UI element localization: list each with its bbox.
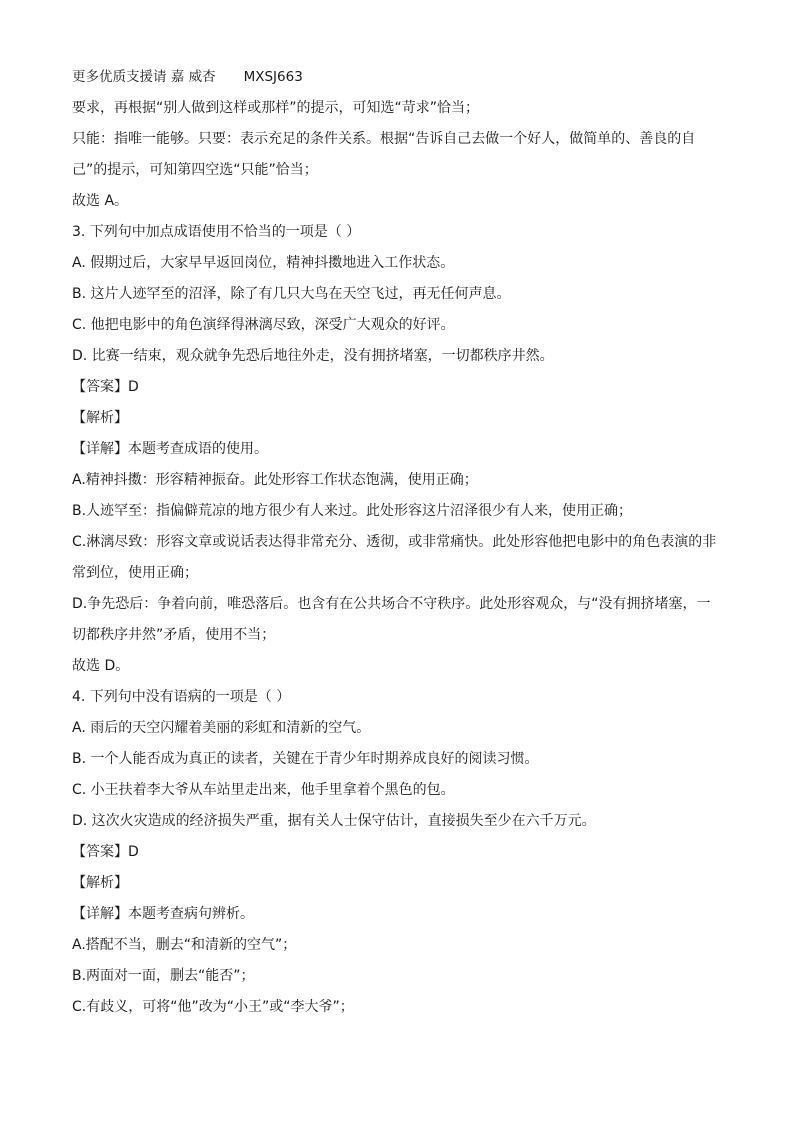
answer-label: 【答案】D [72,379,139,395]
detail-text: 【详解】本题考查成语的使用。 [72,441,268,457]
question-4-option-a: A. 雨后的天空闪耀着美丽的彩虹和清新的空气。 [72,720,371,736]
text-line: 切都秩序井然”矛盾，使用不当； [72,627,276,643]
text-line: 故选 D。 [72,658,130,674]
question-3-option-a: A. 假期过后，大家早早返回岗位，精神抖擞地进入工作状态。 [72,255,455,271]
document-page [72,62,732,1023]
question-3-option-b: B. 这片人迹罕至的沼泽，除了有几只大鸟在天空飞过，再无任何声息。 [72,286,511,302]
answer-label: 【答案】D [72,844,139,860]
question-4-option-c: C. 小王扶着李大爷从车站里走出来，他手里拿着个黑色的包。 [72,782,455,798]
text-line: 故选 A。 [72,193,129,209]
promo-text: 更多优质支援请 嘉 威杏 [72,69,216,85]
question-3-option-c: C. 他把电影中的角色演绎得淋漓尽致，深受广大观众的好评。 [72,317,455,333]
question-4-stem: 4. 下列句中没有语病的一项是（ ） [72,689,291,705]
text-line: B.两面对一面，删去“能否”； [72,968,255,984]
question-3-stem: 3. 下列句中加点成语使用不恰当的一项是（ ） [72,224,361,240]
text-line: A.精神抖擞：形容精神振奋。此处形容工作状态饱满，使用正确； [72,472,478,488]
text-line: 常到位，使用正确； [72,565,198,581]
header-line [72,62,732,93]
text-line: C.淋漓尽致：形容文章或说话表达得非常充分、透彻，或非常痛快。此处形容他把电影中的角色表演的非 [72,534,717,550]
analysis-label: 【解析】 [72,410,128,426]
question-4-option-b: B. 一个人能否成为真正的读者，关键在于青少年时期养成良好的阅读习惯。 [72,751,539,767]
promo-code: MXSJ663 [243,69,303,85]
text-line: C.有歧义，可将“他”改为“小王”或“李大爷”； [72,999,354,1015]
question-3-option-d: D. 比赛一结束，观众就争先恐后地往外走，没有拥挤堵塞，一切都秩序井然。 [72,348,554,364]
text-line: D.争先恐后：争着向前，唯恐落后。也含有在公共场合不守秩序。此处形容观众，与“没有拥挤堵塞，一 [72,596,711,612]
text-line: 要求，再根据“别人做到这样或那样”的提示，可知选“苛求”恰当； [72,100,480,116]
text-line: A.搭配不当，删去“和清新的空气”； [72,937,297,953]
analysis-label: 【解析】 [72,875,128,891]
text-line: 只能：指唯一能够。只要：表示充足的条件关系。根据“告诉自己去做一个好人，做简单的、善良的自 [72,131,696,147]
detail-text: 【详解】本题考查病句辨析。 [72,906,254,922]
text-line: 己”的提示，可知第四空选“只能”恰当； [72,162,318,178]
text-line: B.人迹罕至：指偏僻荒凉的地方很少有人来过。此处形容这片沼泽很少有人来，使用正确； [72,503,633,519]
question-4-option-d: D. 这次火灾造成的经济损失严重，据有关人士保守估计，直接损失至少在六千万元。 [72,813,596,829]
